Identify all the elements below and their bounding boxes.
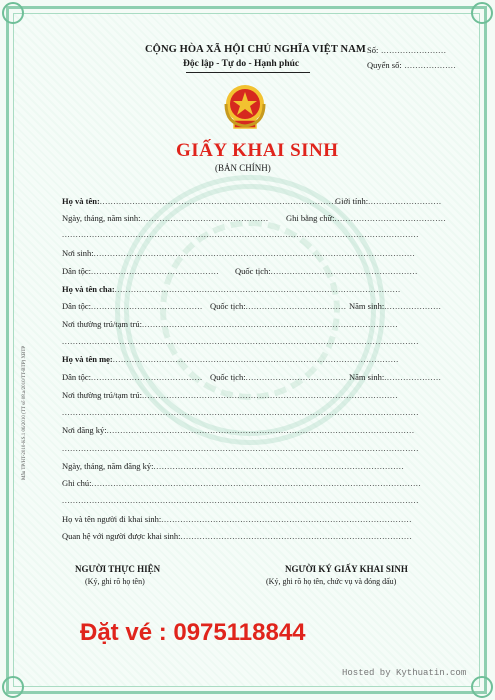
executor-signature-note: (Ký, ghi rõ họ tên) bbox=[85, 577, 145, 586]
registration-date-label: Ngày, tháng, năm đăng ký:............................................................................................ bbox=[62, 461, 405, 471]
signer-signature-note: (Ký, ghi rõ họ tên, chức vụ và đóng dấu) bbox=[266, 577, 397, 586]
birth-date-label: Ngày, tháng, năm sinh:............................................... bbox=[62, 213, 269, 223]
blank-line: ................................................................................................................................... bbox=[62, 443, 419, 453]
motto-underline bbox=[186, 72, 310, 73]
registration-place-label: Nơi đăng ký:................................................................................................................. bbox=[62, 425, 415, 435]
father-residence-label: Nơi thường trú/tạm trú:.............................................................................................. bbox=[62, 319, 399, 329]
blank-line: ................................................................................................................................... bbox=[62, 229, 419, 239]
gender-label: Giới tính:........................... bbox=[335, 196, 442, 206]
republic-heading: CỘNG HÒA XÃ HỘI CHỦ NGHĨA VIỆT NAM bbox=[145, 44, 366, 55]
father-birth-year-label: Năm sinh:..................... bbox=[349, 301, 442, 311]
motto-heading: Độc lập - Tự do - Hạnh phúc bbox=[183, 59, 300, 69]
executor-signature-title: NGƯỜI THỰC HIỆN bbox=[75, 564, 161, 574]
form-code: Mẫu TP/HT-2010-KS.1 06/2010 (TT số 08.a/2010/TT-BTP) XBTP bbox=[22, 345, 27, 480]
document-subtitle: (BẢN CHÍNH) bbox=[215, 163, 271, 173]
promo-phone-text: Đặt vé : 0975118844 bbox=[80, 619, 306, 646]
blank-line: ................................................................................................................................... bbox=[62, 407, 419, 417]
corner-ornament-icon bbox=[2, 676, 24, 698]
in-words-label: Ghi bằng chữ:......................................... bbox=[286, 213, 447, 223]
corner-ornament-icon bbox=[2, 2, 24, 24]
book-number-label: Quyển số: ................... bbox=[367, 60, 457, 70]
father-ethnicity-label: Dân tộc:......................................... bbox=[62, 301, 203, 311]
signer-signature-title: NGƯỜI KÝ GIẤY KHAI SINH bbox=[285, 564, 408, 574]
notes-label: Ghi chú:......................................................................................................................... bbox=[62, 478, 422, 488]
ethnicity-label: Dân tộc:............................................... bbox=[62, 266, 220, 276]
corner-ornament-icon bbox=[471, 676, 493, 698]
mother-ethnicity-label: Dân tộc:......................................... bbox=[62, 372, 203, 382]
corner-ornament-icon bbox=[471, 2, 493, 24]
national-emblem-icon bbox=[222, 82, 268, 132]
certificate-number-label: Số: ........................ bbox=[367, 45, 447, 55]
mother-nationality-label: Quốc tịch:..................................... bbox=[210, 372, 347, 382]
declarant-name-label: Họ và tên người đi khai sinh:............................................................................................ bbox=[62, 514, 412, 524]
birth-place-label: Nơi sinh:...................................................................................................................... bbox=[62, 248, 416, 258]
hosted-by-watermark: Hosted by Kythuatin.com bbox=[342, 668, 467, 678]
document-title: GIẤY KHAI SINH bbox=[176, 140, 339, 161]
blank-line: ................................................................................................................................... bbox=[62, 495, 419, 505]
mother-residence-label: Nơi thường trú/tạm trú:.............................................................................................. bbox=[62, 390, 399, 400]
nationality-label: Quốc tịch:...................................................... bbox=[235, 266, 418, 276]
father-nationality-label: Quốc tịch:..................................... bbox=[210, 301, 347, 311]
blank-line: ................................................................................................................................... bbox=[62, 336, 419, 346]
child-name-label: Họ và tên:........................................................................................ bbox=[62, 196, 340, 206]
father-name-label: Họ và tên cha:......................................................................................................... bbox=[62, 284, 401, 294]
mother-birth-year-label: Năm sinh:..................... bbox=[349, 372, 442, 382]
relationship-label: Quan hệ với người được khai sinh:..................................................................................... bbox=[62, 531, 413, 541]
mother-name-label: Họ và tên mẹ:......................................................................................................... bbox=[62, 354, 399, 364]
